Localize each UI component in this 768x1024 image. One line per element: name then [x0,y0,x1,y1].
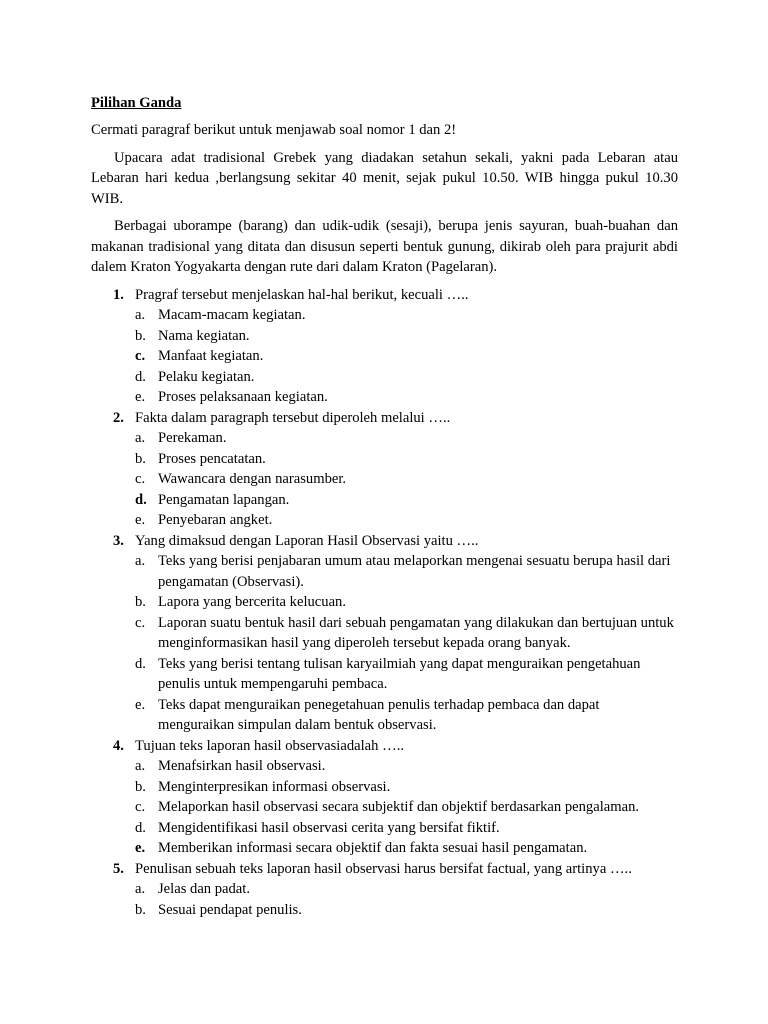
option-text: Teks yang berisi tentang tulisan karyailmiah yang dapat menguraikan pengetahuan penulis untuk mempengaruhi pembaca. [158,655,641,692]
option-label: a. [135,430,146,446]
question-text: Yang dimaksud dengan Laporan Hasil Observasi yaitu ….. [135,532,479,549]
question-item [91,531,678,736]
option-text: Teks dapat menguraikan penegetahuan penulis terhadap pembaca dan dapat menguraikan simpulan dalam bentuk observasi. [158,696,600,733]
option-text: Laporan suatu bentuk hasil dari sebuah pengamatan yang dilakukan dan bertujuan untuk menginformasikan hasil yang diperoleh tersebut kepada orang banyak. [158,614,674,651]
option-label: d. [135,368,146,385]
answer-option [135,592,678,613]
document-content [91,93,678,920]
option-text: Perekaman. [158,430,227,446]
answer-option [135,900,678,921]
option-label: c. [135,799,146,815]
answer-option [135,551,678,592]
answer-option [135,449,678,470]
question-number: 3. [113,532,124,549]
option-text: Pelaku kegiatan. [158,368,255,385]
section-heading: Pilihan Ganda [91,95,182,111]
option-label: e. [135,840,146,856]
answer-option [135,326,678,347]
answer-option [135,777,678,798]
option-text: Memberikan informasi secara objektif dan fakta sesuai hasil pengamatan. [158,840,588,856]
answer-option [135,879,678,900]
option-label: b. [135,901,146,918]
option-text: Menginterpresikan informasi observasi. [158,778,391,795]
option-text: Wawancara dengan narasumber. [158,471,347,487]
answer-option [135,346,678,367]
answer-option [135,428,678,449]
option-text: Mengidentifikasi hasil observasi cerita yang bersifat fiktif. [158,819,500,836]
option-text: Pengamatan lapangan. [158,491,290,508]
answer-option [135,367,678,388]
option-text: Nama kegiatan. [158,327,250,344]
option-text: Manfaat kegiatan. [158,348,264,364]
answer-option [135,387,678,408]
option-text: Penyebaran angket. [158,512,273,528]
option-list [135,879,678,920]
option-label: a. [135,881,146,897]
option-list [135,551,678,736]
answer-option [135,305,678,326]
reading-paragraph-2: Berbagai uborampe (barang) dan udik-udik (sesaji), berupa jenis sayuran, buah-buahan dan makanan tradisional yang ditata dan disusun seperti bentuk gunung, dikirab oleh para prajurit abdi dalem Kraton Yogyakarta dengan rute dari dalam Kraton (Pagelaran). [91,218,678,275]
question-item [91,408,678,531]
option-label: c. [135,614,146,631]
option-text: Macam-macam kegiatan. [158,307,306,323]
option-label: b. [135,778,146,795]
question-text: Penulisan sebuah teks laporan hasil observasi harus bersifat factual, yang artinya ….. [135,860,632,877]
option-text: Menafsirkan hasil observasi. [158,758,326,774]
option-label: b. [135,594,146,610]
option-text: Sesuai pendapat penulis. [158,901,302,918]
option-label: d. [135,819,146,836]
question-item [91,736,678,859]
option-label: a. [135,758,146,774]
reading-paragraph-1: Upacara adat tradisional Grebek yang diadakan setahun sekali, yakni pada Lebaran atau Lebaran hari kedua ,berlangsung sekitar 40 menit, sejak pukul 10.50. WIB hingga pukul 10.30 WIB. [91,149,678,207]
option-label: b. [135,450,146,467]
option-list [135,305,678,408]
question-number: 2. [113,409,124,426]
option-label: a. [135,553,146,569]
answer-option [135,818,678,839]
answer-option [135,695,678,736]
option-list [135,428,678,531]
answer-option [135,469,678,490]
question-number: 4. [113,737,124,754]
question-number: 1. [113,286,124,303]
option-text: Lapora yang bercerita kelucuan. [158,594,346,610]
option-label: e. [135,512,146,528]
option-text: Proses pencatatan. [158,450,266,467]
option-label: c. [135,471,146,487]
option-text: Melaporkan hasil observasi secara subjektif dan objektif berdasarkan pengalaman. [158,799,640,815]
answer-option [135,797,678,818]
question-text: Tujuan teks laporan hasil observasiadalah ….. [135,737,404,754]
option-list [135,756,678,859]
answer-option [135,756,678,777]
question-text: Fakta dalam paragraph tersebut diperoleh melalui ….. [135,409,451,426]
question-text: Pragraf tersebut menjelaskan hal-hal berikut, kecuali ….. [135,286,469,303]
option-label: b. [135,327,146,344]
answer-option [135,838,678,859]
question-item [91,285,678,408]
option-text: Teks yang berisi penjabaran umum atau melaporkan mengenai sesuatu berupa hasil dari pengamatan (Observasi). [158,553,671,590]
question-list [91,285,678,921]
instruction-text: Cermati paragraf berikut untuk menjawab soal nomor 1 dan 2! [91,122,457,138]
option-text: Jelas dan padat. [158,881,250,897]
option-label: e. [135,696,146,713]
option-label: e. [135,389,146,405]
option-text: Proses pelaksanaan kegiatan. [158,389,328,405]
answer-option [135,510,678,531]
option-label: a. [135,307,146,323]
question-item [91,859,678,921]
question-number: 5. [113,860,124,877]
answer-option [135,654,678,695]
option-label: d. [135,655,146,672]
answer-option [135,613,678,654]
answer-option [135,490,678,511]
option-label: c. [135,348,146,364]
option-label: d. [135,491,147,508]
